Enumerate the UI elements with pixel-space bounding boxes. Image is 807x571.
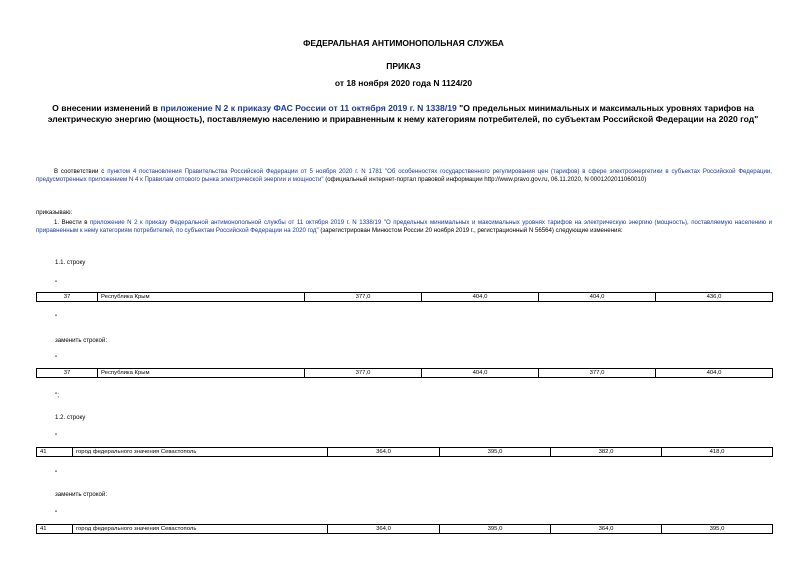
preamble-paragraph (36, 168, 772, 184)
sub-item-1-2-label: 1.2. строку (55, 414, 86, 421)
quote-open: " (55, 280, 58, 287)
tariff-row-new-crimea (36, 368, 773, 378)
cell-value-1: 364,0 (328, 525, 440, 534)
preamble-suffix: (официальный интернет-портал правовой информации http://www.pravo.gov.ru, 06.11.2020, N 0001202011060010) (323, 176, 647, 184)
quote-close-semicolon: "; (55, 392, 60, 399)
cell-number: 41 (37, 448, 73, 457)
quote-close: " (55, 470, 58, 477)
cell-value-2: 404,0 (422, 369, 539, 378)
cell-value-1: 377,0 (305, 293, 422, 302)
quote-close: " (55, 314, 58, 321)
document-heading (36, 103, 770, 125)
quote-open: " (55, 433, 58, 440)
cell-number: 37 (37, 369, 98, 378)
table-row (37, 369, 773, 378)
cell-value-3: 377,0 (539, 369, 656, 378)
cell-value-3: 404,0 (539, 293, 656, 302)
cell-region: Республика Крым (98, 293, 305, 302)
cell-region: город федерального значения Севастополь (73, 525, 328, 534)
item1-link[interactable]: приложение N 2 к приказу Федеральной антимонопольной службы от 11 октября 2019 г. N 1338/19 "О предельных минимальных и максимальных уровнях тарифов на электрическую энергию (мощность), поставляемую населению и приравненным к нему категориям потребителей, по субъектам Российской Федерации на 2020 год" (36, 219, 772, 235)
tariff-row-old-sevastopol (36, 447, 773, 457)
sub-item-1-1-label: 1.1. строку (55, 259, 86, 266)
table-row (37, 448, 773, 457)
order-type: ПРИКАЗ (386, 61, 421, 71)
cell-region: Республика Крым (98, 369, 305, 378)
cell-value-2: 395,0 (440, 448, 551, 457)
cell-value-1: 364,0 (328, 448, 440, 457)
cell-number: 41 (37, 525, 73, 534)
quote-open: " (55, 510, 58, 517)
heading-suffix: "О предельных минимальных и максимальных уровнях тарифов на электрическую энергию (мощность), поставляемую населению и приравненным к нему категориям потребителей, по субъектам Российской Федерации на 2020 год" (47, 103, 759, 124)
agency-title: ФЕДЕРАЛЬНАЯ АНТИМОНОПОЛЬНАЯ СЛУЖБА (303, 38, 504, 48)
preamble-link[interactable]: пунктом 4 постановления Правительства Российской Федерации от 5 ноября 2020 г. N 1781 "Об особенностях государственного регулирования цен (тарифов) в сфере электроэнергетики в субъектах Российской Федерации, предусмотренных приложением N 4 к Правилам оптового рынка электрической энергии и мощности" (36, 168, 773, 184)
table-row (37, 293, 773, 302)
cell-value-4: 418,0 (662, 448, 773, 457)
orders-label: приказываю: (36, 209, 73, 216)
quote-open: " (55, 355, 58, 362)
replace-label: заменить строкой: (55, 491, 108, 498)
cell-value-4: 436,0 (656, 293, 773, 302)
tariff-row-old-crimea (36, 292, 773, 302)
cell-value-2: 404,0 (422, 293, 539, 302)
heading-prefix: О внесении изменений в (52, 103, 161, 113)
order-date: от 18 ноября 2020 года N 1124/20 (334, 78, 473, 88)
cell-value-4: 395,0 (662, 525, 773, 534)
replace-label: заменить строкой: (55, 337, 108, 344)
cell-region: город федерального значения Севастополь (73, 448, 328, 457)
tariff-row-new-sevastopol (36, 524, 773, 534)
item1-prefix: 1. Внести в (54, 219, 90, 226)
cell-number: 37 (37, 293, 98, 302)
heading-link[interactable]: приложение N 2 к приказу ФАС России от 11 октября 2019 г. N 1338/19 (160, 103, 457, 113)
cell-value-3: 364,0 (551, 525, 662, 534)
cell-value-2: 395,0 (440, 525, 551, 534)
item-1-paragraph (36, 219, 772, 235)
item1-suffix: (зарегистрирован Минюстом России 20 ноября 2019 г., регистрационный N 56564) следующие изменения: (318, 227, 623, 235)
cell-value-1: 377,0 (305, 369, 422, 378)
table-row (37, 525, 773, 534)
cell-value-3: 382,0 (551, 448, 662, 457)
cell-value-4: 404,0 (656, 369, 773, 378)
preamble-prefix: В соответствии с (54, 168, 108, 175)
